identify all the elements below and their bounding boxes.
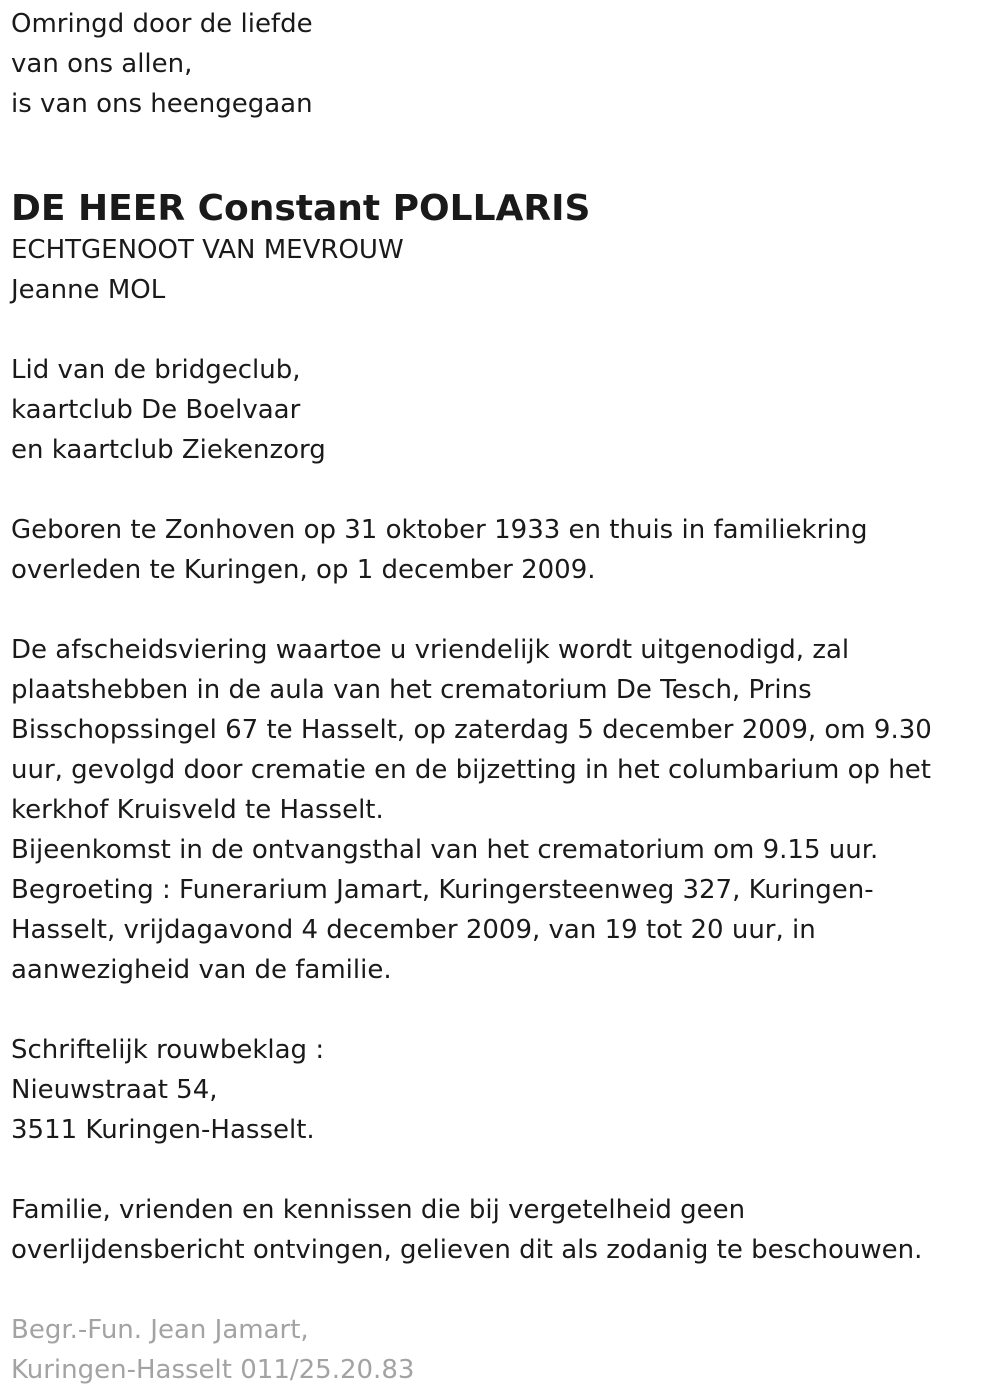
condolences-line: 3511 Kuringen-Hasselt. bbox=[11, 1115, 315, 1145]
spacer bbox=[11, 1270, 991, 1310]
spacer bbox=[11, 124, 991, 186]
ceremony-line: kerkhof Kruisveld te Hasselt. bbox=[11, 795, 384, 825]
spacer bbox=[11, 1150, 991, 1190]
membership-line: Lid van de bridgeclub, bbox=[11, 355, 301, 385]
intro-line: van ons allen, bbox=[11, 49, 193, 79]
death-notice bbox=[11, 4, 991, 1390]
spacer bbox=[11, 990, 991, 1030]
ceremony-text bbox=[11, 630, 991, 990]
ceremony-line: plaatshebben in de aula van het crematorium De Tesch, Prins bbox=[11, 675, 812, 705]
birth-death-line: overleden te Kuringen, op 1 december 2009. bbox=[11, 555, 596, 585]
intro-text bbox=[11, 4, 991, 124]
membership-line: en kaartclub Ziekenzorg bbox=[11, 435, 326, 465]
condolences-text bbox=[11, 1030, 991, 1150]
notice-text bbox=[11, 1190, 991, 1270]
ceremony-line: Bijeenkomst in de ontvangsthal van het crematorium om 9.15 uur. bbox=[11, 835, 879, 865]
intro-line: is van ons heengegaan bbox=[11, 89, 313, 119]
ceremony-line: aanwezigheid van de familie. bbox=[11, 955, 392, 985]
deceased-name: DE HEER Constant POLLARIS bbox=[11, 188, 591, 229]
membership-line: kaartclub De Boelvaar bbox=[11, 395, 301, 425]
memberships-text bbox=[11, 350, 991, 470]
ceremony-line: Begroeting : Funerarium Jamart, Kuringersteenweg 327, Kuringen- bbox=[11, 875, 874, 905]
ceremony-line: De afscheidsviering waartoe u vriendelijk wordt uitgenodigd, zal bbox=[11, 635, 850, 665]
undertaker-text bbox=[11, 1310, 991, 1390]
birth-death-text bbox=[11, 510, 991, 590]
intro-line: Omringd door de liefde bbox=[11, 9, 313, 39]
birth-death-line: Geboren te Zonhoven op 31 oktober 1933 en thuis in familiekring bbox=[11, 515, 868, 545]
condolences-line: Schriftelijk rouwbeklag : bbox=[11, 1035, 325, 1065]
spouse-name: Jeanne MOL bbox=[11, 275, 166, 305]
undertaker-line: Kuringen-Hasselt 011/25.20.83 bbox=[11, 1355, 415, 1385]
notice-line: overlijdensbericht ontvingen, gelieven dit als zodanig te beschouwen. bbox=[11, 1235, 923, 1265]
deceased-block bbox=[11, 186, 991, 310]
spacer bbox=[11, 470, 991, 510]
spacer bbox=[11, 310, 991, 350]
ceremony-line: uur, gevolgd door crematie en de bijzetting in het columbarium op het bbox=[11, 755, 931, 785]
spacer bbox=[11, 590, 991, 630]
ceremony-line: Hasselt, vrijdagavond 4 december 2009, van 19 tot 20 uur, in bbox=[11, 915, 816, 945]
condolences-line: Nieuwstraat 54, bbox=[11, 1075, 218, 1105]
notice-line: Familie, vrienden en kennissen die bij vergetelheid geen bbox=[11, 1195, 746, 1225]
ceremony-line: Bisschopssingel 67 te Hasselt, op zaterdag 5 december 2009, om 9.30 bbox=[11, 715, 932, 745]
undertaker-line: Begr.-Fun. Jean Jamart, bbox=[11, 1315, 309, 1345]
spouse-label: ECHTGENOOT VAN MEVROUW bbox=[11, 235, 404, 265]
